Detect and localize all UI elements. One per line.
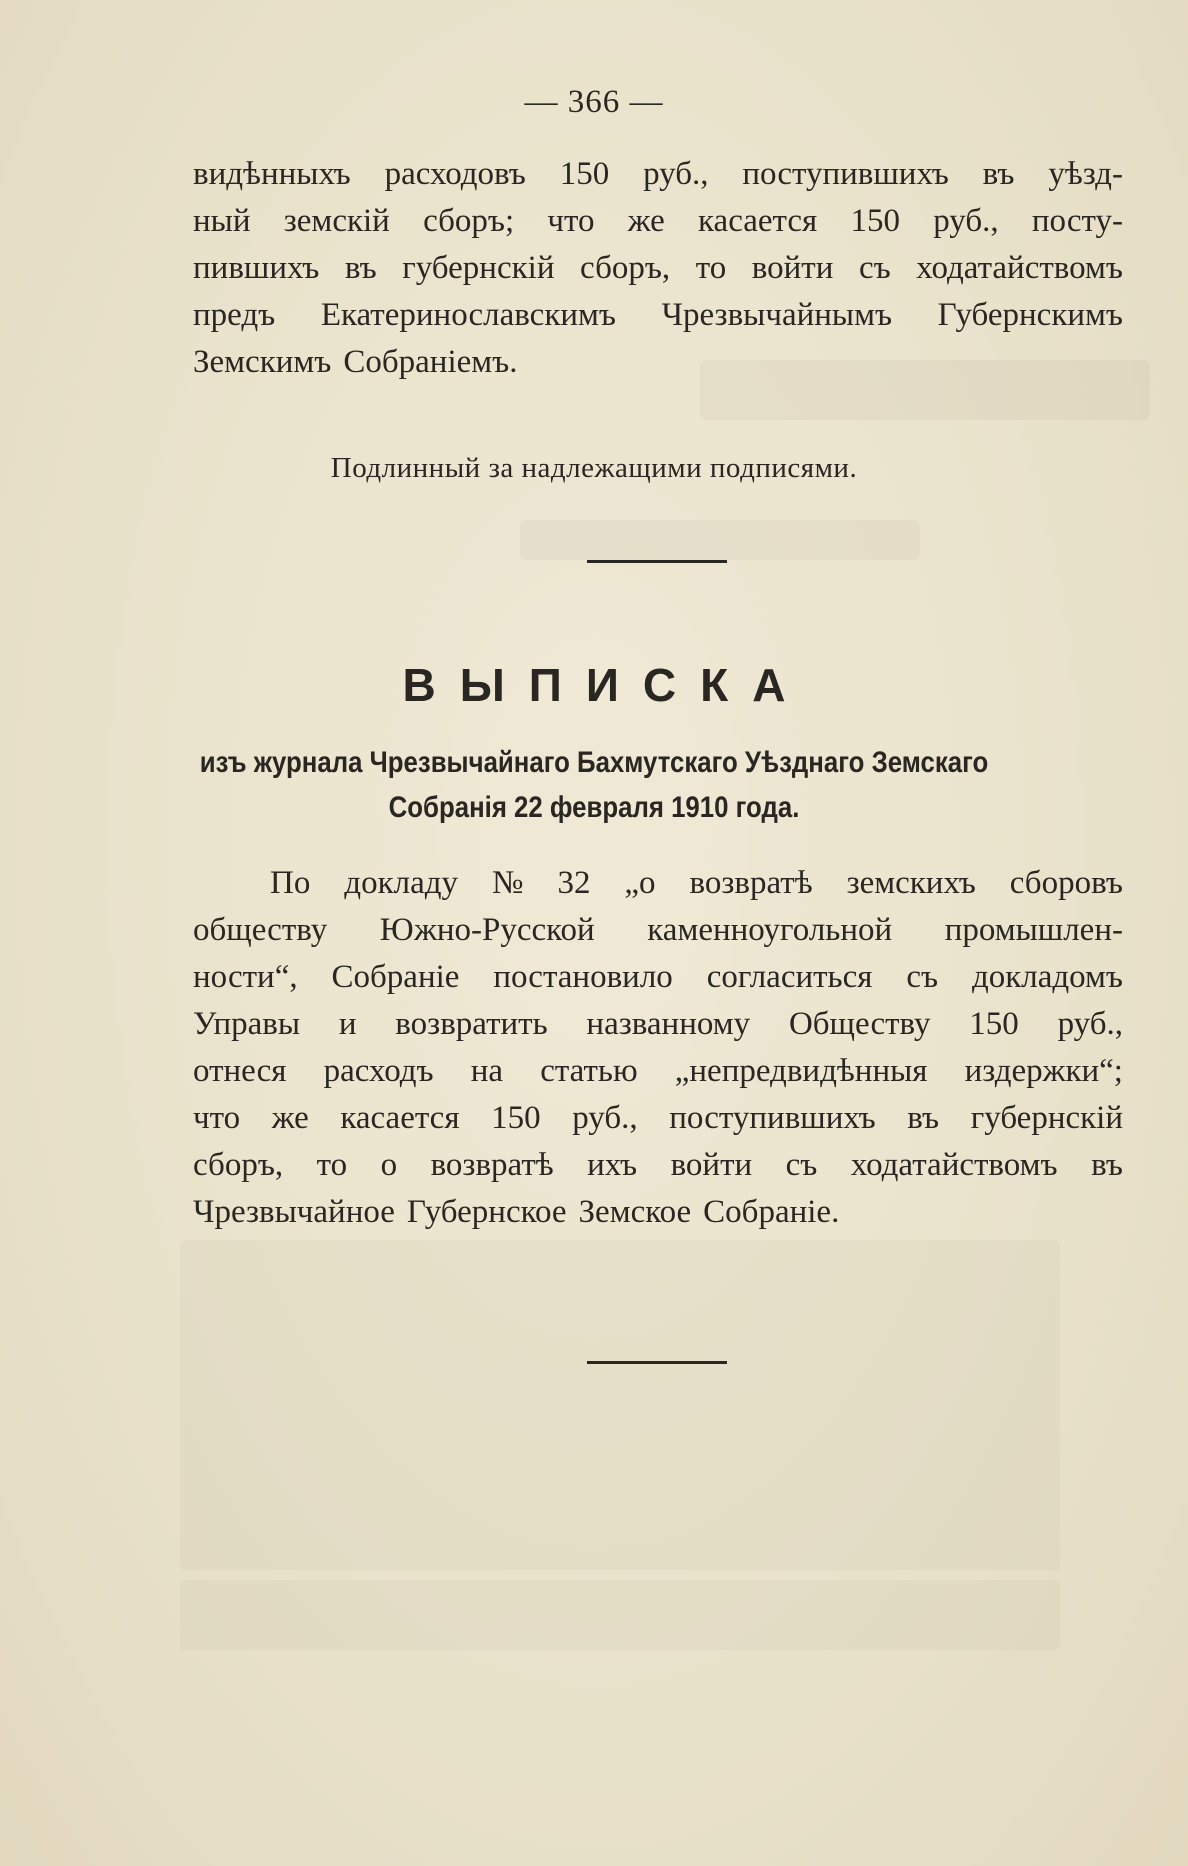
word: промышлен- (944, 912, 1123, 948)
word: 150 (969, 1006, 1019, 1042)
text-line (193, 860, 1123, 907)
word: Собраніе (331, 959, 460, 995)
word: то (695, 250, 727, 286)
top-paragraph (193, 151, 1123, 386)
word: постановило (493, 959, 673, 995)
word: ности“, (193, 959, 298, 995)
word: 150 (491, 1100, 541, 1136)
word: Южно-Русской (379, 912, 595, 948)
word: же (627, 203, 665, 239)
body-paragraph (193, 860, 1123, 1236)
word: земскій (283, 203, 390, 239)
word: Собраніе. (703, 1194, 840, 1230)
word: Земское (578, 1194, 692, 1230)
word: Чрезвычайное (193, 1194, 395, 1230)
word: въ (344, 250, 377, 286)
word: въ (982, 156, 1015, 192)
word: ихъ (587, 1147, 638, 1183)
word: руб., (643, 156, 709, 192)
word: руб., (572, 1100, 638, 1136)
word: пившихъ (193, 250, 320, 286)
word: ходатайствомъ (850, 1147, 1058, 1183)
word: Чрезвычайнымъ (661, 297, 893, 333)
word: посту- (1031, 203, 1123, 239)
word: съ (858, 250, 891, 286)
word: войти (670, 1147, 753, 1183)
subheading-line-2: Собранія 22 февраля 1910 года. (388, 791, 800, 824)
text-line (193, 907, 1123, 954)
word: ный (193, 203, 251, 239)
word: отнеся (193, 1053, 287, 1089)
word: уѣзд- (1048, 156, 1123, 192)
text-line (193, 198, 1123, 245)
word: сборъ, (580, 250, 671, 286)
word: поступившихъ (669, 1100, 876, 1136)
word: губернскій (970, 1100, 1123, 1136)
word: и (338, 1006, 357, 1042)
word: названному (586, 1006, 751, 1042)
word: издержки“; (964, 1053, 1123, 1089)
word: на (470, 1053, 504, 1089)
word: что (193, 1100, 241, 1136)
word: согласиться (706, 959, 873, 995)
text-line (193, 292, 1123, 339)
word: возвратѣ (689, 865, 813, 901)
word: сборовъ (1009, 865, 1123, 901)
word: Собраніемъ. (343, 344, 518, 380)
word: руб., (1057, 1006, 1123, 1042)
text-line (193, 1142, 1123, 1189)
word: По (270, 865, 311, 901)
word: Губернское (406, 1194, 567, 1230)
text-line (193, 1001, 1123, 1048)
word: Земскимъ (193, 344, 332, 380)
text-line (193, 1189, 1123, 1236)
word: руб., (933, 203, 999, 239)
word: расходовъ (384, 156, 526, 192)
word: что (547, 203, 595, 239)
word: касается (340, 1100, 460, 1136)
word: предъ (193, 297, 276, 333)
word: расходъ (323, 1053, 434, 1089)
word: съ (785, 1147, 818, 1183)
bleed-through-texture (180, 1240, 1060, 1570)
word: „о (624, 865, 656, 901)
word: губернскій (402, 250, 555, 286)
word: сборъ, (193, 1147, 284, 1183)
divider-rule-bottom (587, 1361, 727, 1364)
word: докладомъ (971, 959, 1123, 995)
text-line (193, 339, 1123, 386)
subheading-line-1: изъ журнала Чрезвычайнаго Бахмутскаго Уѣзднаго Земскаго (199, 746, 989, 779)
text-line (193, 1095, 1123, 1142)
word: статью (540, 1053, 638, 1089)
bleed-through-texture (180, 1580, 1060, 1650)
word: поступившихъ (742, 156, 949, 192)
heading-title: ВЫПИСКА (402, 659, 810, 711)
word: Обществу (788, 1006, 931, 1042)
text-line (193, 245, 1123, 292)
word: видѣнныхъ (193, 156, 351, 192)
word: сборъ; (423, 203, 515, 239)
text-line (193, 1048, 1123, 1095)
word: Управы (193, 1006, 301, 1042)
word: „непредвидѣнныя (674, 1053, 928, 1089)
word: 150 (559, 156, 610, 192)
word: 150 (850, 203, 900, 239)
word: докладу (344, 865, 459, 901)
word: въ (907, 1100, 940, 1136)
word: то (316, 1147, 348, 1183)
text-line (193, 954, 1123, 1001)
word: съ (906, 959, 939, 995)
word: № (491, 865, 524, 901)
divider-rule-top (587, 560, 727, 563)
word: 32 (557, 865, 591, 901)
word: каменноугольной (647, 912, 893, 948)
word: въ (1091, 1147, 1123, 1183)
word: касается (698, 203, 818, 239)
signature-note: Подлинный за надлежащими подписями. (330, 452, 858, 484)
word: о (380, 1147, 398, 1183)
word: возвратѣ (430, 1147, 554, 1183)
text-line (193, 151, 1123, 198)
word: войти (751, 250, 834, 286)
bleed-through-texture (520, 520, 920, 560)
word: Екатеринославскимъ (320, 297, 616, 333)
word: земскихъ (846, 865, 976, 901)
word: обществу (193, 912, 328, 948)
word: Губернскимъ (937, 297, 1123, 333)
word: же (271, 1100, 309, 1136)
word: ходатайствомъ (916, 250, 1123, 286)
word: возвратить (395, 1006, 548, 1042)
page-number: — 366 — (524, 84, 664, 120)
